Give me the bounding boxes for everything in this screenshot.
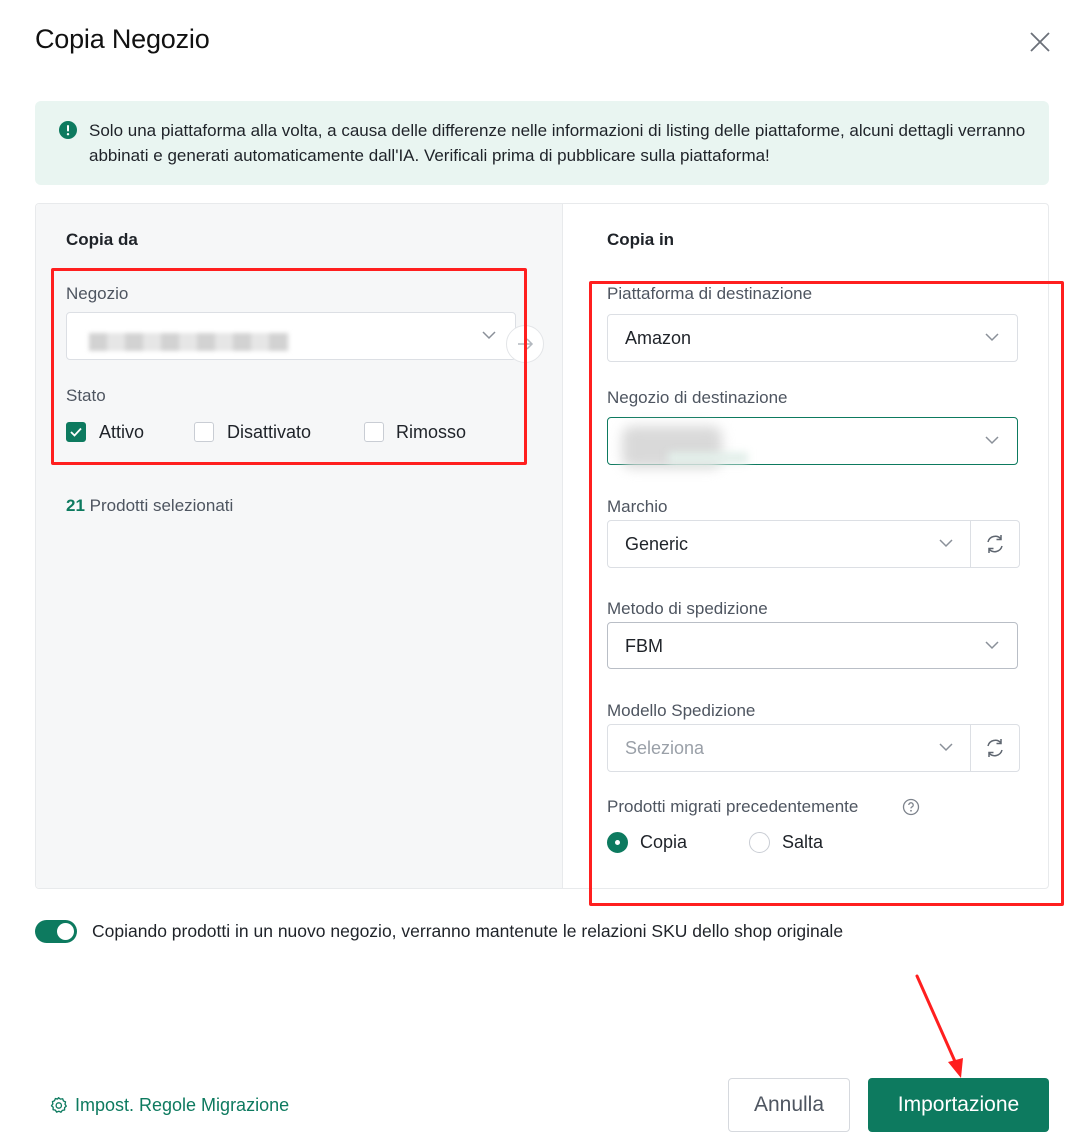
selected-count: 21: [66, 496, 85, 515]
status-label: Stato: [66, 386, 106, 405]
cancel-button[interactable]: Annulla: [728, 1078, 850, 1132]
annotation-box-source: [51, 268, 527, 465]
status-removed-label: Rimosso: [396, 422, 467, 442]
migrated-skip-label: Salta: [782, 832, 824, 852]
annotation-arrow: [905, 970, 975, 1082]
import-button[interactable]: Importazione: [868, 1078, 1049, 1132]
target-section-title: Copia in: [607, 230, 675, 249]
keep-sku-text: Copiando prodotti in un nuovo negozio, verranno mantenute le relazioni SKU dello shop originale: [92, 921, 844, 941]
status-active-label: Attivo: [99, 422, 145, 442]
info-alert: [35, 101, 1049, 185]
keep-sku-toggle[interactable]: [35, 920, 77, 943]
annotation-box-target: [589, 281, 1064, 906]
selected-text: Prodotti selezionati: [89, 496, 234, 515]
selected-products: [66, 496, 233, 516]
close-icon: [1022, 24, 1058, 60]
platform-value: Amazon: [625, 328, 692, 348]
shipping-method-value: FBM: [625, 636, 663, 656]
brand-label: Marchio: [607, 497, 668, 516]
migration-rules-link[interactable]: [49, 1095, 289, 1116]
status-disabled-label: Disattivato: [227, 422, 312, 442]
close-button[interactable]: [1022, 24, 1058, 60]
migrated-copy-label: Copia: [640, 832, 688, 852]
shipping-template-label: Modello Spedizione: [607, 701, 756, 720]
brand-value: Generic: [625, 534, 689, 554]
dialog-title: Copia Negozio: [35, 24, 210, 54]
toggle-knob: [57, 923, 74, 940]
alert-message: Solo una piattaforma alla volta, a causa delle differenze nelle informazioni di listing delle piattaforme, alcuni dettagli verranno abbinati e generati automaticamente dall'IA. Verificali prima di pubblicare sulla piattaforma!: [89, 121, 1026, 165]
migration-rules-label: Impost. Regole Migrazione: [75, 1095, 290, 1115]
migrated-products-label: Prodotti migrati precedentemente: [607, 797, 859, 816]
target-store-label: Negozio di destinazione: [607, 388, 788, 407]
source-store-label: Negozio: [66, 284, 129, 303]
source-section-title: Copia da: [66, 230, 138, 249]
shipping-method-label: Metodo di spedizione: [607, 599, 768, 618]
shipping-template-placeholder: Seleziona: [625, 738, 705, 758]
gear-icon: [49, 1096, 68, 1115]
exclamation-circle-icon: [59, 121, 77, 139]
platform-label: Piattaforma di destinazione: [607, 284, 813, 303]
